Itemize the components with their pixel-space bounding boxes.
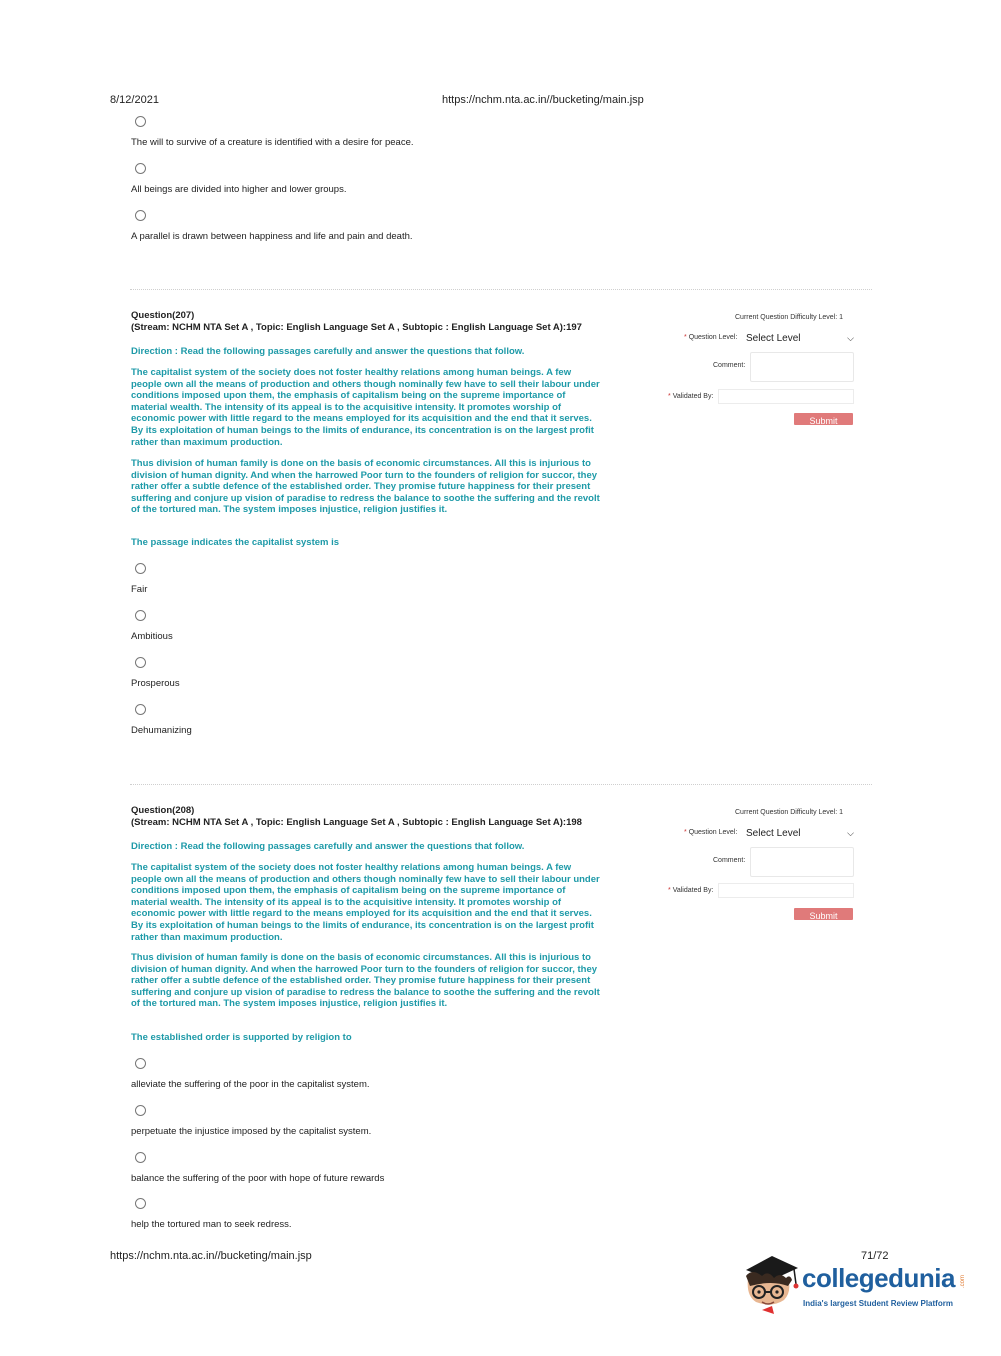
question-level-select[interactable] <box>746 826 854 840</box>
question-level-label: * Question Level: <box>684 334 738 341</box>
difficulty-level-text: Current Question Difficulty Level: 1 <box>735 314 844 321</box>
question-level-value: Select Level <box>746 827 801 839</box>
option-radio-2[interactable] <box>135 610 146 621</box>
comment-label: Comment: <box>713 362 746 369</box>
option-text-1: Fair <box>131 584 148 595</box>
prev-option-radio-3[interactable] <box>135 210 146 221</box>
question-separator <box>130 784 872 785</box>
passage-paragraph-1: The capitalist system of the society does not foster healthy relations among human beings. A few people own all the means of production and others though nominally few have to sell their labour under conditions imposed upon them, the emphasis of capitalism being on the supreme importance of material wealth. The intensity of its appeal is to the acquisitive intensity. It promotes worship of economic power with little regard to the means employed for its acquisition and the end that it serves. By its exploitation of human beings to the limits of endurance, its concentration is on the largest profit rather than maximum production. <box>131 367 600 448</box>
question-prompt: The established order is supported by religion to <box>131 1032 352 1043</box>
option-radio-1[interactable] <box>135 563 146 574</box>
question-direction: Direction : Read the following passages carefully and answer the questions that follow. <box>131 841 525 852</box>
question-stream: (Stream: NCHM NTA Set A , Topic: English Language Set A , Subtopic : English Language Set A):197 <box>131 322 582 333</box>
question-number: Question(207) <box>131 310 195 321</box>
submit-button[interactable]: Submit <box>794 908 853 920</box>
question-prompt: The passage indicates the capitalist system is <box>131 537 340 548</box>
option-text-4: Dehumanizing <box>131 725 192 736</box>
print-url: https://nchm.nta.ac.in//bucketing/main.jsp <box>442 94 644 106</box>
print-date: 8/12/2021 <box>110 94 159 106</box>
collegedunia-mascot-icon <box>742 1250 800 1316</box>
question-level-label: * Question Level: <box>684 829 738 836</box>
option-text-3: balance the suffering of the poor with hope of future rewards <box>131 1173 385 1184</box>
option-radio-3[interactable] <box>135 1152 146 1163</box>
option-text-3: Prosperous <box>131 678 180 689</box>
option-text-2: Ambitious <box>131 631 173 642</box>
validated-by-input[interactable] <box>718 389 854 404</box>
question-stream: (Stream: NCHM NTA Set A , Topic: English Language Set A , Subtopic : English Language Set A):198 <box>131 817 582 828</box>
validated-by-label: * Validated By: <box>668 393 714 400</box>
prev-option-radio-1[interactable] <box>135 116 146 127</box>
brand-tagline: India's largest Student Review Platform <box>803 1299 953 1308</box>
passage-paragraph-1: The capitalist system of the society does not foster healthy relations among human beings. A few people own all the means of production and others though nominally few have to sell their labour under conditions imposed upon them, the emphasis of capitalism being on the supreme importance of material wealth. The intensity of its appeal is to the acquisitive intensity. It promotes worship of economic power with little regard to the means employed for its acquisition and the end that it serves. By its exploitation of human beings to the limits of endurance, its concentration is on the largest profit rather than maximum production. <box>131 862 600 943</box>
option-radio-4[interactable] <box>135 1198 146 1209</box>
option-text-4: help the tortured man to seek redress. <box>131 1219 292 1230</box>
chevron-down-icon: ⌵ <box>847 332 854 343</box>
passage-paragraph-2: Thus division of human family is done on the basis of economic circumstances. All this is injurious to division of human dignity. And when the harrowed Poor turn to the founders of religion for succor, they rather offer a subtle defence of the established order. They promise future happiness for their present suffering and conjure up vision of paradise to redress the balance to soothe the suffering and the revolt of the tortured man. The system imposes injustice, religion justifies it. <box>131 952 600 1010</box>
option-radio-1[interactable] <box>135 1058 146 1069</box>
prev-option-radio-2[interactable] <box>135 163 146 174</box>
question-separator <box>130 289 872 290</box>
question-number: Question(208) <box>131 805 195 816</box>
footer-url: https://nchm.nta.ac.in//bucketing/main.jsp <box>110 1250 312 1262</box>
brand-suffix: .com <box>960 1274 966 1288</box>
brand-name: collegedunia <box>802 1263 955 1293</box>
comment-textarea[interactable] <box>750 352 854 382</box>
prev-option-text-2: All beings are divided into higher and lower groups. <box>131 184 347 195</box>
question-level-select[interactable] <box>746 331 854 345</box>
prev-option-text-3: A parallel is drawn between happiness and life and pain and death. <box>131 231 413 242</box>
comment-textarea[interactable] <box>750 847 854 877</box>
question-level-value: Select Level <box>746 332 801 344</box>
chevron-down-icon: ⌵ <box>847 827 854 838</box>
question-direction: Direction : Read the following passages carefully and answer the questions that follow. <box>131 346 525 357</box>
option-radio-4[interactable] <box>135 704 146 715</box>
submit-button[interactable]: Submit <box>794 413 853 425</box>
difficulty-level-text: Current Question Difficulty Level: 1 <box>735 809 844 816</box>
validated-by-label: * Validated By: <box>668 887 714 894</box>
comment-label: Comment: <box>713 857 746 864</box>
validated-by-input[interactable] <box>718 883 854 898</box>
page-number: 71/72 <box>861 1250 889 1262</box>
option-text-1: alleviate the suffering of the poor in the capitalist system. <box>131 1079 370 1090</box>
option-radio-2[interactable] <box>135 1105 146 1116</box>
option-radio-3[interactable] <box>135 657 146 668</box>
prev-option-text-1: The will to survive of a creature is identified with a desire for peace. <box>131 137 414 148</box>
passage-paragraph-2: Thus division of human family is done on the basis of economic circumstances. All this is injurious to division of human dignity. And when the harrowed Poor turn to the founders of religion for succor, they rather offer a subtle defence of the established order. They promise future happiness for their present suffering and conjure up vision of paradise to redress the balance to soothe the suffering and the revolt of the tortured man. The system imposes injustice, religion justifies it. <box>131 458 600 516</box>
option-text-2: perpetuate the injustice imposed by the capitalist system. <box>131 1126 372 1137</box>
